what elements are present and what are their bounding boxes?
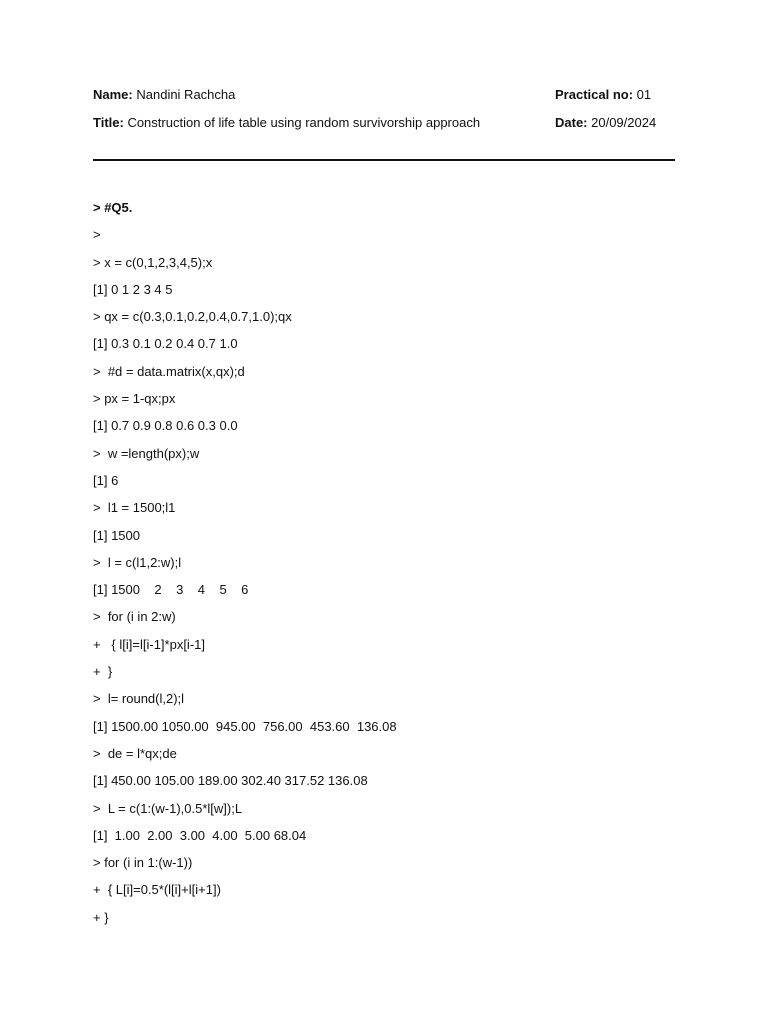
code-line: + { L[i]=0.5*(l[i]+l[i+1]) (93, 882, 221, 898)
code-line: [1] 1500 2 3 4 5 6 (93, 582, 249, 598)
code-line: + } (93, 909, 109, 925)
code-line: + } (93, 664, 113, 680)
practical-label: Practical no: (555, 87, 634, 102)
code-line: > #d = data.matrix(x,qx);d (93, 363, 245, 379)
code-line: > px = 1-qx;px (93, 391, 176, 407)
code-line: > qx = c(0.3,0.1,0.2,0.4,0.7,1.0);qx (93, 309, 292, 325)
code-line: [1] 1.00 2.00 3.00 4.00 5.00 68.04 (93, 827, 307, 843)
code-line: > l1 = 1500;l1 (93, 500, 176, 516)
code-line: [1] 0 1 2 3 4 5 (93, 281, 173, 297)
name-label: Name: (93, 87, 133, 102)
code-line: [1] 450.00 105.00 189.00 302.40 317.52 136.08 (93, 773, 368, 789)
code-line: [1] 1500.00 1050.00 945.00 756.00 453.60 136.08 (93, 718, 397, 734)
practical-date (555, 115, 675, 130)
code-line: [1] 6 (93, 472, 119, 488)
code-line: [1] 0.3 0.1 0.2 0.4 0.7 1.0 (93, 336, 238, 352)
code-line: > L = c(1:(w-1),0.5*l[w]);L (93, 800, 243, 816)
header-row-name (93, 87, 675, 105)
code-line: > #Q5. (93, 200, 133, 215)
code-line: + { l[i]=l[i-1]*px[i-1] (93, 636, 205, 652)
code-line: [1] 0.7 0.9 0.8 0.6 0.3 0.0 (93, 418, 238, 434)
student-name (93, 87, 235, 102)
code-line: > x = c(0,1,2,3,4,5);x (93, 254, 213, 270)
title-value: Construction of life table using random survivorship approach (123, 115, 481, 130)
code-line: > w =length(px);w (93, 445, 200, 461)
name-value: Nandini Rachcha (132, 87, 236, 102)
title-label: Title: (93, 115, 124, 130)
header-divider (93, 159, 675, 161)
code-line: > l= round(l,2);l (93, 691, 185, 707)
code-line: > for (i in 1:(w-1)) (93, 855, 193, 871)
code-line: [1] 1500 (93, 527, 140, 543)
code-line: > (93, 227, 101, 243)
practical-title (93, 115, 480, 130)
code-line: > for (i in 2:w) (93, 609, 176, 625)
practical-value: 01 (633, 87, 652, 102)
date-value: 20/09/2024 (587, 115, 657, 130)
r-console-transcript (93, 199, 675, 936)
code-line: > de = l*qx;de (93, 745, 177, 761)
date-label: Date: (555, 115, 588, 130)
header-row-title (93, 115, 675, 133)
code-line: > l = c(l1,2:w);l (93, 554, 182, 570)
practical-number (555, 87, 675, 102)
